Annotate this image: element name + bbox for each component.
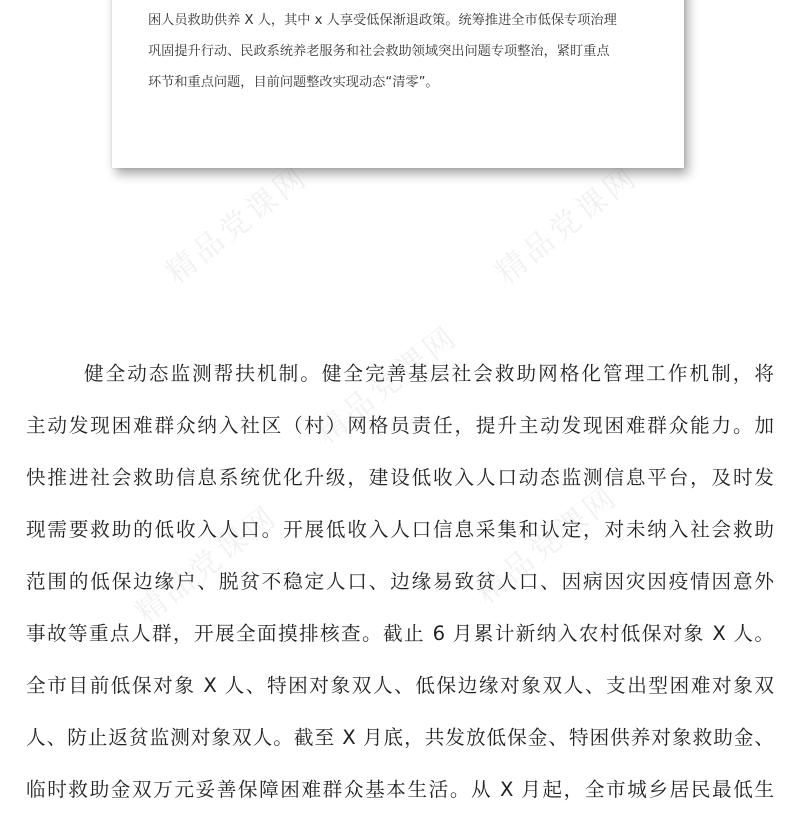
watermark: 精品党课网: [309, 318, 465, 451]
card-line: 困人员救助供养 X 人，其中 x 人享受低保渐退政策。统筹推进全市低保专项治理: [148, 13, 617, 28]
quote-card: [112, 0, 684, 168]
paragraph-line: 范围的低保边缘户、脱贫不稳定人口、边缘易致贫人口、因病因灾因疫情因意外: [26, 570, 774, 593]
paragraph-line: 快推进社会救助信息系统优化升级，建设低收入人口动态监测信息平台，及时发: [26, 466, 774, 489]
paragraph-line: 人、防止返贫监测对象双人。截至 X 月底，共发放低保金、特困供养对象救助金、: [26, 726, 774, 749]
paragraph-line: 现需要救助的低收入人口。开展低收入人口信息采集和认定，对未纳入社会救助: [26, 518, 774, 541]
watermark: 精品党课网: [469, 478, 625, 611]
paragraph-line: 临时救助金双万元妥善保障困难群众基本生活。从 X 月起，全市城乡居民最低生: [26, 778, 774, 801]
card-text: [148, 0, 654, 98]
paragraph-line: 事故等重点人群，开展全面摸排核查。截止 6 月累计新纳入农村低保对象 X 人。: [26, 622, 774, 645]
paragraph-line: 全市目前低保对象 X 人、特困对象双人、低保边缘对象双人、支出型困难对象双: [26, 674, 774, 697]
watermark: 精品党课网: [489, 158, 645, 291]
card-line: 巩固提升行动、民政系统养老服务和社会救助领域突出问题专项整治，紧盯重点: [148, 44, 610, 59]
card-line: 环节和重点问题，目前问题整改实现动态“清零”。: [148, 75, 439, 90]
watermark: 精品党课网: [159, 158, 315, 291]
watermark: 精品党课网: [129, 498, 285, 631]
paragraph-line: 主动发现困难群众纳入社区（村）网格员责任，提升主动发现困难群众能力。加: [26, 414, 774, 437]
body-paragraph: [26, 348, 774, 816]
paragraph-line: 健全动态监测帮扶机制。健全完善基层社会救助网格化管理工作机制，将: [84, 362, 774, 385]
